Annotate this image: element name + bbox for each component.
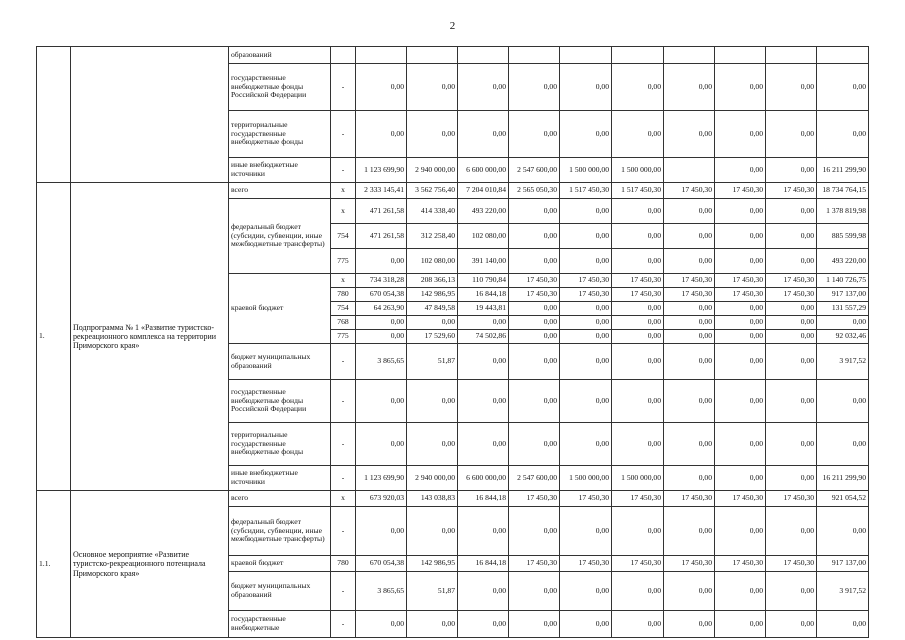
year-value: 0,00 [356,330,407,344]
year-value: 17 450,30 [715,491,766,507]
year-value: 0,00 [509,224,560,249]
total-value: 0,00 [817,316,869,330]
year-value: 0,00 [458,64,509,111]
funding-source: иные внебюджетные источники [229,158,331,183]
year-value: 0,00 [612,249,664,274]
year-value: 17 450,30 [715,274,766,288]
year-value [407,47,458,64]
budget-code: x [331,183,356,199]
year-value: 471 261,58 [356,224,407,249]
total-value: 1 140 726,75 [817,274,869,288]
total-value: 92 032,46 [817,330,869,344]
budget-code: 780 [331,288,356,302]
section-name: Подпрограмма № 1 «Развитие туристско-рекреационного комплекса на территории Приморского края» [71,183,229,491]
year-value: 17 450,30 [664,288,715,302]
year-value: 0,00 [766,330,817,344]
year-value: 0,00 [560,64,612,111]
year-value: 0,00 [509,302,560,316]
year-value: 17 450,30 [612,491,664,507]
total-value: 1 378 819,98 [817,199,869,224]
year-value: 0,00 [356,611,407,638]
year-value: 2 940 000,00 [407,158,458,183]
budget-code: - [331,572,356,611]
year-value: 0,00 [766,466,817,491]
year-value: 0,00 [715,466,766,491]
year-value: 51,87 [407,344,458,380]
funding-source: территориальные государственные внебюджетные фонды [229,423,331,466]
year-value: 17 450,30 [664,274,715,288]
year-value: 17 450,30 [612,274,664,288]
year-value: 0,00 [664,302,715,316]
funding-source: иные внебюджетные источники [229,466,331,491]
year-value: 0,00 [766,199,817,224]
year-value: 0,00 [715,380,766,423]
year-value: 0,00 [509,249,560,274]
year-value: 17 450,30 [612,556,664,572]
year-value: 0,00 [356,249,407,274]
year-value: 0,00 [766,158,817,183]
year-value: 0,00 [509,611,560,638]
year-value: 17 450,30 [612,288,664,302]
total-value: 917 137,00 [817,556,869,572]
total-value: 3 917,52 [817,572,869,611]
year-value: 142 986,95 [407,556,458,572]
year-value [458,47,509,64]
year-value: 0,00 [664,423,715,466]
year-value: 0,00 [560,423,612,466]
year-value: 0,00 [407,64,458,111]
year-value: 0,00 [560,572,612,611]
year-value: 3 562 756,40 [407,183,458,199]
section-index: 1. [37,183,71,491]
year-value: 0,00 [612,302,664,316]
page-number: 2 [449,20,456,32]
funding-source: всего [229,183,331,199]
total-value: 885 599,98 [817,224,869,249]
funding-source: бюджет муниципальных образований [229,572,331,611]
year-value: 17 529,60 [407,330,458,344]
year-value: 0,00 [612,423,664,466]
year-value: 0,00 [458,507,509,556]
year-value: 17 450,30 [560,491,612,507]
year-value: 0,00 [766,572,817,611]
year-value: 0,00 [407,111,458,158]
year-value: 1 517 450,30 [560,183,612,199]
budget-code: - [331,344,356,380]
year-value [664,47,715,64]
year-value: 0,00 [664,64,715,111]
total-value: 0,00 [817,423,869,466]
year-value: 6 600 000,00 [458,466,509,491]
budget-code: - [331,64,356,111]
section-name: Основное мероприятие «Развитие туристско-рекреационного потенциала Приморского края» [71,491,229,638]
year-value [664,158,715,183]
year-value: 0,00 [509,423,560,466]
total-value: 16 211 299,90 [817,466,869,491]
year-value: 0,00 [715,423,766,466]
year-value: 0,00 [560,249,612,274]
year-value: 47 849,58 [407,302,458,316]
funding-source: государственные внебюджетные фонды Российской Федерации [229,64,331,111]
budget-code: - [331,380,356,423]
year-value: 0,00 [509,330,560,344]
year-value: 0,00 [612,572,664,611]
year-value: 0,00 [560,344,612,380]
year-value: 0,00 [612,224,664,249]
year-value: 0,00 [664,224,715,249]
year-value: 0,00 [664,466,715,491]
year-value: 17 450,30 [509,556,560,572]
funding-source: краевой бюджет [229,274,331,344]
year-value: 1 123 699,90 [356,158,407,183]
year-value: 142 986,95 [407,288,458,302]
year-value: 6 600 000,00 [458,158,509,183]
total-value: 3 917,52 [817,344,869,380]
year-value: 0,00 [560,330,612,344]
budget-code: - [331,111,356,158]
year-value: 17 450,30 [560,556,612,572]
year-value: 0,00 [715,64,766,111]
year-value: 143 038,83 [407,491,458,507]
year-value: 7 204 010,84 [458,183,509,199]
year-value: 0,00 [715,330,766,344]
year-value: 17 450,30 [715,556,766,572]
year-value [612,47,664,64]
budget-code: - [331,158,356,183]
year-value: 0,00 [715,507,766,556]
year-value [766,47,817,64]
year-value: 17 450,30 [766,491,817,507]
year-value: 110 790,84 [458,274,509,288]
year-value: 0,00 [356,64,407,111]
year-value: 2 565 050,30 [509,183,560,199]
year-value: 0,00 [509,111,560,158]
budget-code: 754 [331,302,356,316]
year-value: 0,00 [458,111,509,158]
year-value: 0,00 [664,611,715,638]
year-value: 0,00 [509,507,560,556]
year-value: 16 844,18 [458,288,509,302]
year-value: 0,00 [664,199,715,224]
year-value: 0,00 [458,423,509,466]
funding-source: государственные внебюджетные [229,611,331,638]
year-value: 0,00 [407,423,458,466]
budget-code: 775 [331,330,356,344]
year-value: 0,00 [560,199,612,224]
year-value: 0,00 [356,111,407,158]
year-value: 2 547 600,00 [509,466,560,491]
year-value: 17 450,30 [509,491,560,507]
year-value: 0,00 [664,572,715,611]
year-value: 0,00 [715,344,766,380]
year-value: 0,00 [664,111,715,158]
funding-source: всего [229,491,331,507]
funding-source: государственные внебюджетные фонды Российской Федерации [229,380,331,423]
year-value: 17 450,30 [715,183,766,199]
year-value: 0,00 [766,611,817,638]
year-value: 17 450,30 [715,288,766,302]
budget-code: 780 [331,556,356,572]
year-value: 17 450,30 [766,556,817,572]
year-value: 0,00 [612,344,664,380]
year-value: 0,00 [560,380,612,423]
year-value: 17 450,30 [664,556,715,572]
section-index: 1.1. [37,491,71,638]
year-value: 3 865,65 [356,572,407,611]
total-value [817,47,869,64]
budget-code: 768 [331,316,356,330]
year-value: 0,00 [766,507,817,556]
year-value: 673 920,03 [356,491,407,507]
total-value: 131 557,29 [817,302,869,316]
year-value: 0,00 [509,64,560,111]
year-value: 0,00 [407,507,458,556]
year-value: 0,00 [560,507,612,556]
year-value: 0,00 [664,330,715,344]
year-value: 0,00 [715,316,766,330]
funding-source: бюджет муниципальных образований [229,344,331,380]
year-value: 0,00 [664,507,715,556]
funding-source: образований [229,47,331,64]
year-value: 1 500 000,00 [560,158,612,183]
year-value: 74 502,86 [458,330,509,344]
year-value: 0,00 [407,316,458,330]
year-value: 17 450,30 [766,183,817,199]
budget-code: - [331,423,356,466]
year-value: 16 844,18 [458,556,509,572]
year-value: 0,00 [664,380,715,423]
year-value: 414 338,40 [407,199,458,224]
total-value: 18 734 764,15 [817,183,869,199]
year-value: 64 263,90 [356,302,407,316]
year-value: 1 500 000,00 [560,466,612,491]
year-value: 0,00 [766,316,817,330]
year-value: 0,00 [766,224,817,249]
budget-table [36,46,869,638]
year-value: 0,00 [766,380,817,423]
year-value: 0,00 [356,316,407,330]
year-value: 0,00 [458,380,509,423]
year-value: 0,00 [612,199,664,224]
year-value: 2 547 600,00 [509,158,560,183]
year-value: 670 054,38 [356,556,407,572]
table-row [37,183,869,199]
year-value: 0,00 [715,302,766,316]
budget-code: 754 [331,224,356,249]
table-row [37,491,869,507]
year-value: 0,00 [612,64,664,111]
year-value: 2 940 000,00 [407,466,458,491]
year-value: 0,00 [356,507,407,556]
year-value: 17 450,30 [664,183,715,199]
year-value: 0,00 [509,316,560,330]
year-value: 19 443,81 [458,302,509,316]
funding-source: территориальные государственные внебюджетные фонды [229,111,331,158]
year-value: 391 140,00 [458,249,509,274]
year-value: 17 450,30 [664,491,715,507]
year-value: 0,00 [560,316,612,330]
budget-code: - [331,466,356,491]
year-value: 0,00 [612,316,664,330]
total-value: 0,00 [817,611,869,638]
year-value: 0,00 [612,611,664,638]
year-value: 0,00 [458,344,509,380]
total-value: 0,00 [817,380,869,423]
year-value: 17 450,30 [509,288,560,302]
total-value: 493 220,00 [817,249,869,274]
year-value: 0,00 [715,572,766,611]
budget-code: x [331,199,356,224]
year-value: 0,00 [715,249,766,274]
table-row [37,47,869,64]
year-value: 0,00 [458,611,509,638]
year-value: 0,00 [766,64,817,111]
year-value: 0,00 [715,199,766,224]
year-value: 0,00 [766,344,817,380]
budget-code: x [331,491,356,507]
year-value [509,47,560,64]
year-value: 17 450,30 [766,288,817,302]
year-value: 0,00 [560,302,612,316]
year-value: 0,00 [664,316,715,330]
year-value: 0,00 [612,507,664,556]
year-value: 0,00 [612,330,664,344]
total-value: 0,00 [817,64,869,111]
year-value: 0,00 [356,423,407,466]
year-value: 0,00 [407,380,458,423]
empty-cell [37,47,71,183]
year-value: 0,00 [407,611,458,638]
budget-code: - [331,611,356,638]
year-value: 51,87 [407,572,458,611]
year-value: 312 258,40 [407,224,458,249]
year-value: 17 450,30 [766,274,817,288]
year-value: 0,00 [766,111,817,158]
year-value: 0,00 [612,111,664,158]
funding-source: федеральный бюджет (субсидии, субвенции, иные межбюджетные трансферты) [229,507,331,556]
year-value: 0,00 [766,423,817,466]
year-value: 0,00 [560,611,612,638]
year-value: 0,00 [509,572,560,611]
year-value: 17 450,30 [509,274,560,288]
year-value: 1 123 699,90 [356,466,407,491]
year-value: 16 844,18 [458,491,509,507]
empty-cell [71,47,229,183]
year-value: 0,00 [356,380,407,423]
funding-source: федеральный бюджет (субсидии, субвенции, иные межбюджетные трансферты) [229,199,331,274]
year-value: 3 865,65 [356,344,407,380]
total-value: 917 137,00 [817,288,869,302]
year-value: 17 450,30 [560,288,612,302]
year-value: 0,00 [509,380,560,423]
year-value: 0,00 [664,249,715,274]
year-value: 0,00 [715,611,766,638]
year-value [715,47,766,64]
year-value: 0,00 [715,111,766,158]
year-value: 102 080,00 [458,224,509,249]
year-value: 471 261,58 [356,199,407,224]
year-value: 0,00 [664,344,715,380]
year-value: 0,00 [458,316,509,330]
funding-source: краевой бюджет [229,556,331,572]
year-value: 0,00 [715,158,766,183]
year-value: 1 500 000,00 [612,466,664,491]
budget-code: - [331,507,356,556]
total-value: 0,00 [817,111,869,158]
budget-code: 775 [331,249,356,274]
year-value: 0,00 [560,111,612,158]
year-value: 17 450,30 [560,274,612,288]
year-value: 493 220,00 [458,199,509,224]
year-value: 2 333 145,41 [356,183,407,199]
total-value: 16 211 299,90 [817,158,869,183]
year-value: 734 318,28 [356,274,407,288]
year-value [560,47,612,64]
year-value: 0,00 [509,199,560,224]
year-value: 1 517 450,30 [612,183,664,199]
year-value [356,47,407,64]
year-value: 1 500 000,00 [612,158,664,183]
budget-code: x [331,274,356,288]
year-value: 0,00 [612,380,664,423]
year-value: 0,00 [766,302,817,316]
total-value: 921 054,52 [817,491,869,507]
budget-code [331,47,356,64]
year-value: 0,00 [458,572,509,611]
year-value: 0,00 [715,224,766,249]
total-value: 0,00 [817,507,869,556]
year-value: 0,00 [766,249,817,274]
year-value: 0,00 [509,344,560,380]
year-value: 208 366,13 [407,274,458,288]
year-value: 670 054,38 [356,288,407,302]
year-value: 0,00 [560,224,612,249]
year-value: 102 080,00 [407,249,458,274]
